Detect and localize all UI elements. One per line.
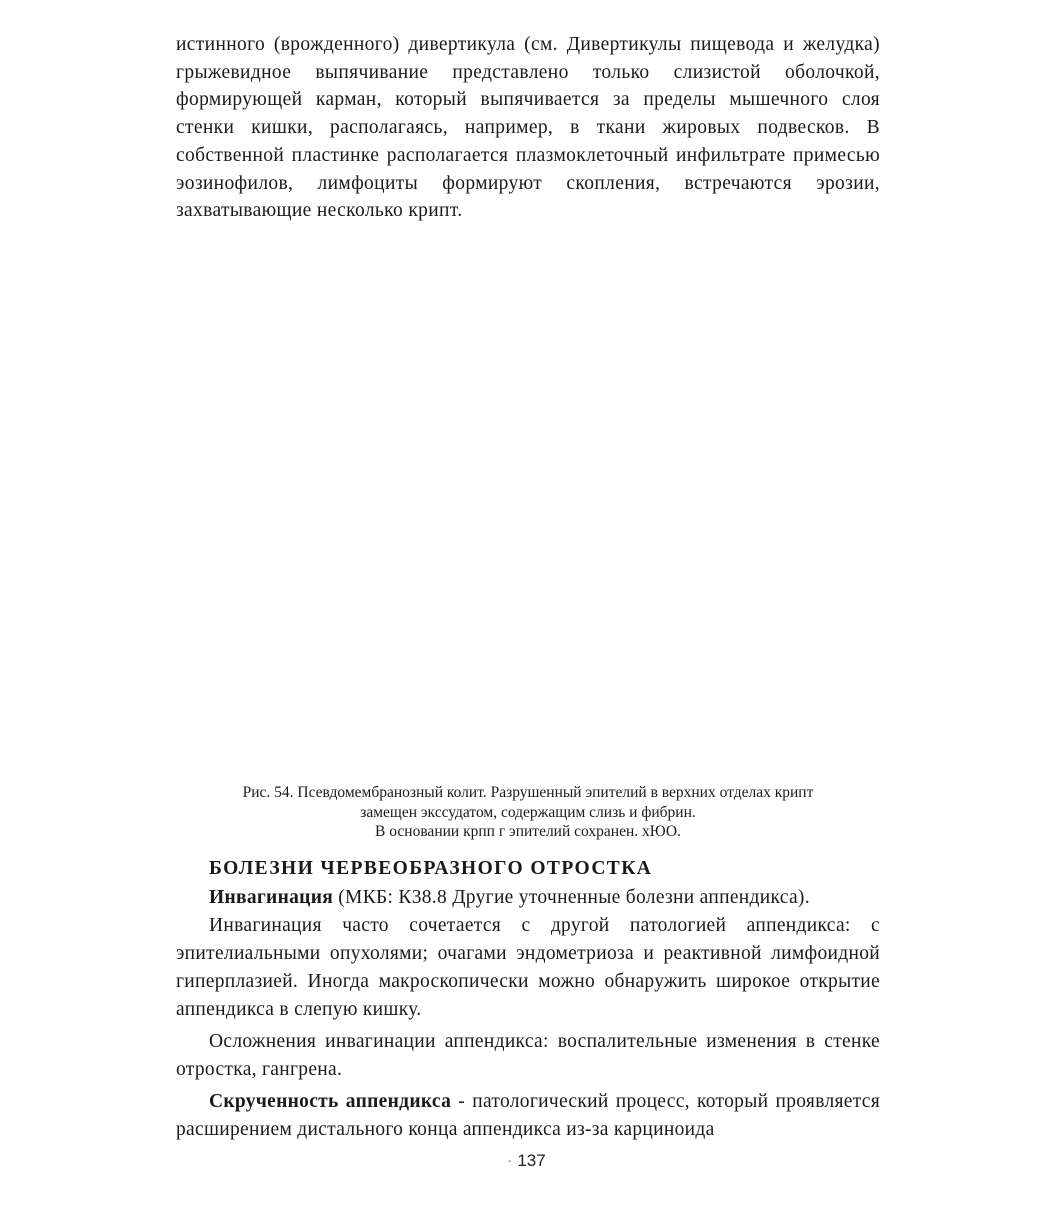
figure-placeholder [176, 240, 880, 780]
paragraph-invagination-complications: Осложнения инвагинации аппендикса: воспалительные изменения в стенке отростка, гангрена. [176, 1031, 880, 1080]
page-number-value: 137 [517, 1151, 546, 1170]
page-number [508, 1150, 568, 1173]
paragraph-appendix-torsion [176, 1088, 880, 1144]
paragraph-text: (МКБ: К38.8 Другие уточненные болезни аппендикса). [333, 887, 810, 908]
paragraph-invagination-description: Инвагинация часто сочетается с другой патологией аппендикса: с эпителиальными опухолями; очагами эндометриоза и реактивной лимфоидной гиперплазией. Иногда макроскопически можно обнаружить широкое открытие аппендикса в слепую кишку. [176, 915, 880, 1020]
section-heading: БОЛЕЗНИ ЧЕРВЕОБРАЗНОГО ОТРОСТКА [209, 858, 653, 879]
paragraph-invagination-definition [176, 884, 880, 912]
caption-line-2: замещен экссудатом, содержащим слизь и фибрин. [360, 803, 696, 821]
body-text [176, 855, 880, 1144]
term-invagination: Инвагинация [209, 887, 334, 908]
figure-caption [170, 783, 886, 842]
top-paragraph: истинного (врожденного) дивертикула (см. Дивертикулы пищевода и желудка) грыжевидное выпячивание представлено только слизистой оболочкой, формирующей карман, который выпячивается за пределы мышечного слоя стенки кишки, располагаясь, например, в ткани жировых подвесков. В собственной пластинке располагается плазмоклеточный инфильтрате примесью эозинофилов, лимфоциты формируют скопления, встречаются эрозии, захватывающие несколько крипт. [176, 34, 880, 222]
term-appendix-torsion: Скрученность аппендикса [209, 1091, 452, 1112]
page-number-dash: - [508, 1155, 512, 1167]
caption-line-3: В основании крпп г эпителий сохранен. хЮО. [375, 823, 681, 840]
paragraph-text: - патологический процесс, который проявляется расширением дистального конца аппендикса из-за карциноида [176, 1091, 880, 1140]
caption-line-1: Рис. 54. Псевдомембранозный колит. Разрушенный эпителий в верхних отделах крипт [242, 784, 814, 801]
